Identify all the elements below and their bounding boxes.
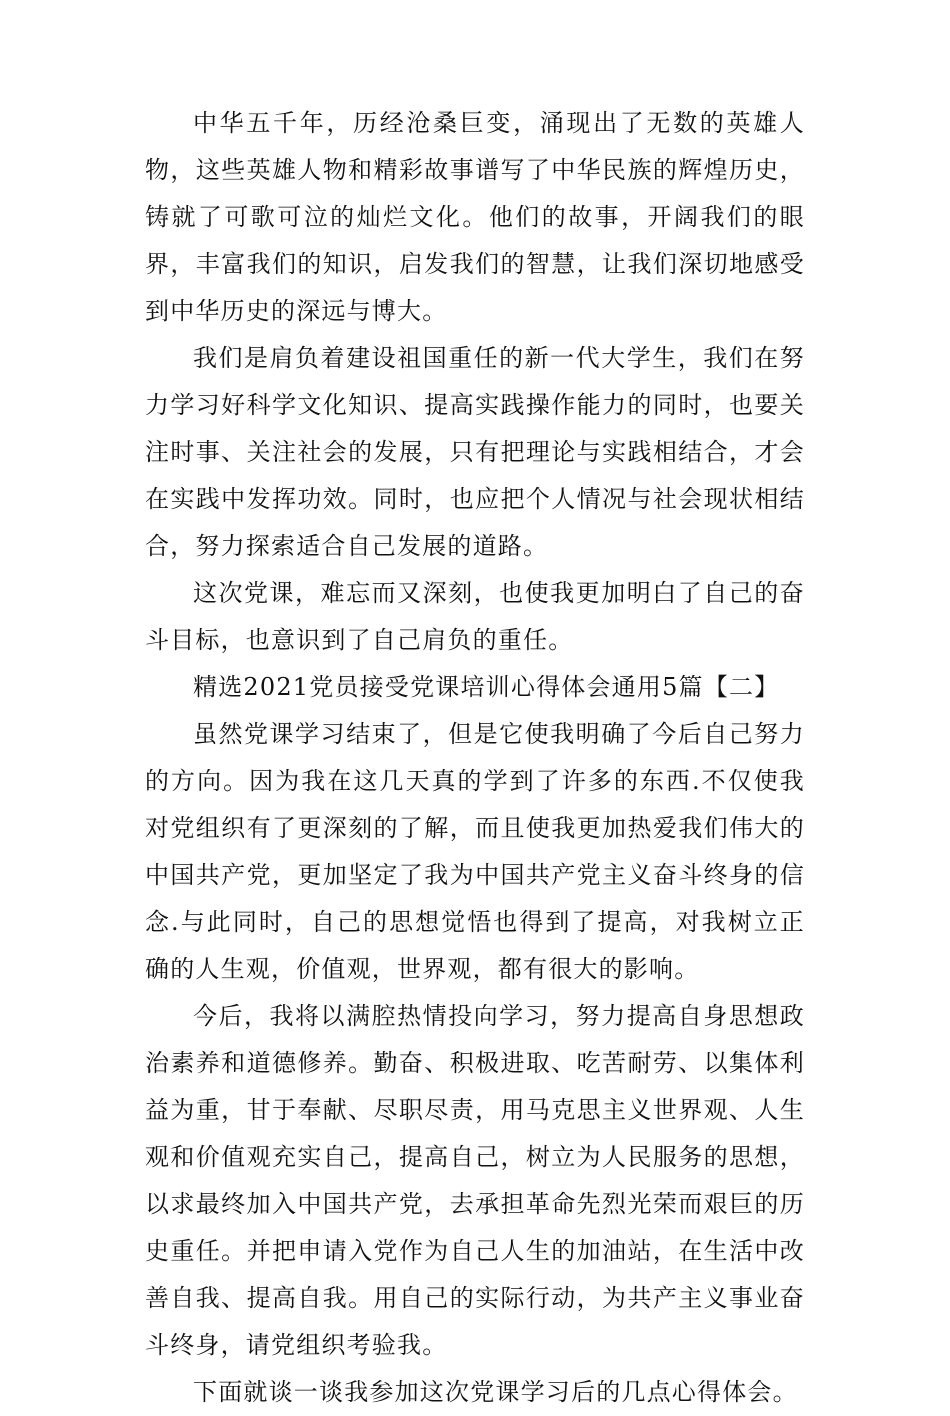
section-heading: 精选2021党员接受党课培训心得体会通用5篇【二】 — [193, 673, 780, 701]
paragraph-party-lesson: 这次党课，难忘而又深刻，也使我更加明白了自己的奋斗目标，也意识到了自己肩负的重任。 — [145, 579, 805, 654]
paragraph-heroes: 中华五千年，历经沧桑巨变，涌现出了无数的英雄人物，这些英雄人物和精彩故事谱写了中华民族的辉煌历史，铸就了可歌可泣的灿烂文化。他们的故事，开阔我们的眼界，丰富我们的知识，启发我们的智慧，让我们深切地感受到中华历史的深远与博大。 — [145, 109, 805, 325]
paragraph-students: 我们是肩负着建设祖国重任的新一代大学生，我们在努力学习好科学文化知识、提高实践操作能力的同时，也要关注时事、关注社会的发展，只有把理论与实践相结合，才会在实践中发挥功效。同时，也应把个人情况与社会现状相结合，努力探索适合自己发展的道路。 — [145, 344, 805, 560]
paragraph-future: 今后，我将以满腔热情投向学习，努力提高自身思想政治素养和道德修养。勤奋、积极进取、吃苦耐劳、以集体利益为重，甘于奉献、尽职尽责，用马克思主义世界观、人生观和价值观充实自己，提高自己，树立为人民服务的思想，以求最终加入中国共产党，去承担革命先烈光荣而艰巨的历史重任。并把申请入党作为自己人生的加油站，在生活中改善自我、提高自我。用自己的实际行动，为共产主义事业奋斗终身，请党组织考验我。 — [145, 1002, 805, 1359]
document-page — [145, 100, 805, 1416]
paragraph-direction: 虽然党课学习结束了，但是它使我明确了今后自己努力的方向。因为我在这几天真的学到了许多的东西.不仅使我对党组织有了更深刻的了解，而且使我更加热爱我们伟大的中国共产党，更加坚定了我为中国共产党主义奋斗终身的信念.与此同时，自己的思想觉悟也得到了提高，对我树立正确的人生观，价值观，世界观，都有很大的影响。 — [145, 720, 805, 983]
paragraph-closing: 下面就谈一谈我参加这次党课学习后的几点心得体会。 — [193, 1378, 798, 1406]
